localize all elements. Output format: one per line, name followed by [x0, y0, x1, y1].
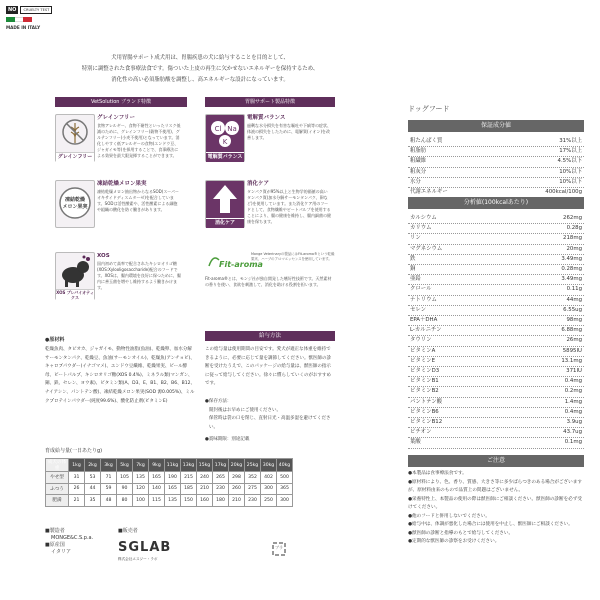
feed-table-weight: 20kg [229, 459, 245, 472]
svg-text:メロン果実: メロン果実 [62, 204, 88, 210]
feed-table-row-label: やせ型 [46, 472, 69, 484]
analysis-key: 亜鉛 [410, 276, 421, 283]
feed-table-cell: 100 [133, 495, 149, 507]
ingredients-title: ●原材料 [45, 337, 65, 343]
feed-table-cell: 230 [245, 495, 261, 507]
analysis-value: 218mg [563, 235, 582, 242]
svg-text:Na: Na [227, 125, 237, 133]
nutrition-value: 4.5%以下 [557, 158, 582, 165]
fit-aroma-note: Monge Veterinaryの製品にはFit-aroma®という乾燥果実、ハーブのアロマエッセンスを使用しています。 [251, 252, 335, 261]
feed-table-cell: 210 [229, 495, 245, 507]
seller-label: ■販売者 [118, 528, 138, 534]
seller-info: 株式会社エスジー・ラボ [118, 557, 158, 561]
analysis-value: 1.4mg [564, 398, 582, 405]
feed-table-weight: 17kg [213, 459, 229, 472]
analysis-key: パントテン酸 [410, 398, 443, 405]
analysis-value: 0.4mg [564, 378, 582, 385]
analysis-list [408, 213, 584, 453]
feed-table-cell: 140 [149, 483, 165, 495]
caution-item: ●定期的な獣医師の診察をお受けください。 [408, 539, 500, 544]
feed-table-weight: 1kg [69, 459, 85, 472]
analysis-value: 0.2mg [564, 388, 582, 395]
analysis-key: カルシウム [410, 215, 437, 221]
feed-table-cell: 180 [213, 495, 229, 507]
analysis-row [408, 437, 584, 448]
analysis-value: 371IU [566, 368, 582, 374]
fit-aroma-icon [205, 252, 263, 272]
feed-table-cell: 275 [245, 483, 261, 495]
svg-text:Fit-aroma: Fit-aroma [219, 260, 263, 269]
feed-table-cell: 31 [69, 472, 85, 484]
feed-table-cell: 115 [149, 495, 165, 507]
analysis-value: 3.9ug [566, 419, 582, 425]
analysis-key: ビタミンB2 [410, 388, 439, 395]
food-type-label: ドッグフード [408, 105, 450, 113]
analysis-key: L-カルニチン [410, 327, 442, 334]
svg-text:K: K [222, 138, 228, 146]
feed-table-weight: 25kg [245, 459, 261, 472]
feed-table-cell: 120 [133, 483, 149, 495]
intro-line-1: 犬用胃腸サポート成犬用は、胃腸疾患の犬に給与することを目的として、 [111, 55, 289, 61]
intro-line-3: 消化性の高い必須脂肪酸を調整し、高エネルギーな設計になっています。 [111, 77, 289, 83]
feed-table-cell: 44 [85, 483, 101, 495]
feature-fit-aroma [205, 252, 335, 310]
nutrition-key: 代謝エネルギー [410, 189, 448, 195]
feed-table-cell: 150 [181, 495, 197, 507]
feed-table-title: 育成給与量(一日あたりg) [45, 448, 103, 454]
nutrition-key: 粗繊維 [410, 158, 427, 165]
xos-title: XOS [97, 253, 110, 259]
feed-table-cell: 35 [85, 495, 101, 507]
manufacturer-label: ■製造者 [45, 528, 65, 534]
feed-table-cell: 160 [197, 495, 213, 507]
intro-text [30, 53, 370, 86]
analysis-key: マグネシウム [410, 245, 443, 252]
fit-aroma-logo [205, 252, 263, 272]
digestion-care-label: 消化ケア [206, 218, 244, 228]
nutrition-value: 31%以上 [559, 138, 582, 144]
caution-item: ●本製品は食事療法食です。 [408, 471, 467, 476]
nutrition-value: 17%以上 [559, 148, 582, 155]
feed-table-cell: 298 [229, 472, 245, 484]
analysis-key: 銅 [410, 266, 416, 272]
feed-table-cell: 48 [101, 495, 117, 507]
feed-table-cell: 59 [101, 483, 117, 495]
feed-table-cell: 90 [117, 483, 133, 495]
dried-melon-icon [56, 181, 94, 227]
analysis-value: 20mg [566, 245, 582, 252]
intro-line-2: 特別に調整された食事療法食です。傷ついた上皮の再生に欠かせないエネルギーを保持するため、 [81, 66, 319, 72]
feed-table-cell: 250 [261, 495, 277, 507]
ingredients-text: 乾燥魚肉、タピオカ、ジャガイモ、動物性油脂(魚油)、乾燥卵、加水分解サーモンタンパク、乾燥豆、魚油(サーモンオイル)、乾燥魚(アンチョビ)、キャロブパウダー(イナゴマメ)、エンドウ豆繊維、乾燥果実、ビール酵母、ビートパルプ、キシロオリゴ糖(XOS 0.4%)、ミネラル類(マンガン、銅、鉄、セレン、ヨウ素)、ビタミン類(A、D3、E、B1、B2、B6、B12、ナイアシン、パントテン酸)、凍結乾燥メロン果実(SOD 源0.005%)、ミルクプロテインパウダー(純度99.6%)、酸化防止剤(ビタミンE) [45, 347, 195, 404]
xos-icon-box [55, 252, 95, 300]
feed-table-cell: 165 [149, 472, 165, 484]
feeding-table [45, 458, 293, 507]
analysis-key: ビタミンE [410, 357, 435, 364]
analysis-key: リン [410, 235, 421, 242]
feed-table-weight: 15kg [197, 459, 213, 472]
feature-grain-free [55, 114, 181, 172]
feed-table-cell: 135 [165, 495, 181, 507]
nutrition-value: 10%以下 [559, 168, 582, 175]
feed-table-cell: 71 [101, 472, 117, 484]
feed-table-weight: 7kg [133, 459, 149, 472]
feed-table-row-label: ふつう [46, 483, 69, 495]
feature-xos [55, 252, 181, 310]
origin-label: ■原産国 [45, 542, 65, 548]
feed-table-cell: 300 [277, 495, 293, 507]
caution-list [408, 470, 584, 547]
feed-table-weight: 2kg [85, 459, 101, 472]
dried-melon-title: 凍結乾燥メロン果実 [97, 181, 147, 187]
dried-melon-body: 凍結乾燥メロン抽出物からなるSOD(スーパーオキサイドディスムターゼ)を配合しています。SODは活性酸素や、活性酸素による細胞や組織の酸化を防ぐ働きがあります。 [97, 189, 179, 212]
analysis-key: ビタミンB6 [410, 408, 439, 415]
storage-line-2: 保管時は袋の口を閉じ、直射日光・高温多湿を避けてください。 [209, 416, 331, 430]
caution-item: ●原材料により、色、香り、質感、大きさ等に多少ばらつきのある場合がございますが、原材料由来のもので品質上の問題はございません。 [408, 479, 582, 493]
feed-table-cell: 185 [181, 483, 197, 495]
analysis-value: 3.49mg [561, 255, 582, 262]
storage-title: ●保存方法： [205, 399, 232, 404]
best-before-note: ●賞味期限：別途記載 [205, 437, 250, 443]
table-row [46, 483, 293, 495]
feed-table-cell: 80 [117, 495, 133, 507]
feed-table-cell: 300 [261, 483, 277, 495]
feed-table-weight: 9kg [149, 459, 165, 472]
cruelty-test-label: CRUELTY TEST [20, 6, 52, 14]
feed-table-weight: 40kg [277, 459, 293, 472]
seller-logo: SGLAB [118, 540, 172, 555]
analysis-value: 6.88mg [561, 327, 582, 334]
feed-table-weight: 3kg [101, 459, 117, 472]
feed-table-weight: 30kg [261, 459, 277, 472]
analysis-key: セレン [410, 306, 427, 313]
guaranteed-analysis-header: 保証成分値 [408, 120, 584, 132]
feed-table-cell: 215 [181, 472, 197, 484]
nutrition-key: 水分 [410, 178, 421, 185]
feeding-method-text: この給与量は使用期間の目安です。愛犬が適正な体重を維持できるように、必要に応じて量を調節してください。獣医師の診断を受けたうえで、このパッケージの給与量は、獣医師の指示に従って給与してください。徐々に慣らしていくのがおすすめです。 [205, 347, 332, 387]
analysis-key: カリウム [410, 225, 432, 232]
analysis-value: 0.1mg [564, 439, 582, 446]
feed-table-cell: 500 [277, 472, 293, 484]
feed-table-cell: 365 [277, 483, 293, 495]
caution-item: ●栄養特性上、本製品の使用の際は獣医師にご相談ください。獣医師の診断を必ず受けてください。 [408, 496, 582, 510]
grain-free-icon-box [55, 114, 95, 162]
grain-free-title: グレインフリー [97, 115, 136, 121]
electrolyte-icon-box [205, 114, 245, 162]
analysis-value: 26mg [566, 337, 582, 344]
dried-melon-icon-box [55, 180, 95, 228]
analysis-key: ビタミンD3 [410, 368, 440, 374]
analysis-key: クロール [410, 286, 432, 293]
analysis-value: 44mg [566, 296, 582, 303]
origin-country: イタリア [51, 549, 72, 555]
feed-table-cell: 230 [213, 483, 229, 495]
xos-body: 国内初めて高率で配合されたキシロオリゴ糖(XOS:Xylooligosaccharide)配合のフードです。XOSは、腸内環境を良好に保つために、腸内に善玉菌を増やし維持するよう働きかけます。 [97, 261, 181, 290]
feed-table-weight: 11kg [165, 459, 181, 472]
analysis-value: 0.28mg [561, 266, 582, 272]
product-feature-header: 胃腸サポート製品特徴 [205, 97, 335, 107]
analysis-key: 鉄 [410, 255, 416, 262]
feed-table-weight: 5kg [117, 459, 133, 472]
analysis-value: 98mg [566, 317, 582, 323]
recycle-mark-icon [270, 540, 288, 558]
feed-table-cell: 135 [133, 472, 149, 484]
feeding-method-header: 給与方法 [205, 331, 335, 341]
electrolyte-icon [206, 115, 244, 151]
analysis-header: 分析値(100kcalあたり) [408, 197, 584, 209]
grain-free-label: グレインフリー [57, 154, 93, 160]
feature-electrolyte [205, 114, 331, 172]
analysis-key: EPA＋DHA [410, 317, 438, 323]
grain-free-body: 食物アレルギー、食物不耐性といったリスク低減のために、グレインフリー(穀物不使用)、グルテンフリー(小麦不使用)となっています。消化しやすく低アレルギーの食物(エンドウ豆、ジャガイモ等)を採用することで、食事療法による効果を最大限発揮することができます。 [97, 123, 181, 158]
fit-aroma-body: Fit-aroma®とは、モンジ社が独自開発した嗜好性技術です。天然素材の香りを使い、食欲を刺激して、消化を助ける役割を担います。 [205, 276, 332, 287]
caution-item: ●他のフードと併用しないでください。 [408, 513, 490, 519]
analysis-value: 6.55ug [563, 306, 582, 313]
analysis-value: 0.4mg [564, 408, 582, 415]
feed-table-cell: 53 [85, 472, 101, 484]
digestion-care-icon-box [205, 180, 245, 228]
analysis-key: ビタミンB12 [410, 419, 443, 425]
feed-table-header-label: 成犬の体重 [46, 459, 69, 472]
analysis-value: 43.7ug [563, 429, 582, 436]
storage-line-1: 開封後はお早めにご使用ください。 [209, 407, 281, 413]
feed-table-cell: 210 [197, 483, 213, 495]
feed-table-cell: 105 [117, 472, 133, 484]
electrolyte-title: 電解質バランス [247, 115, 286, 121]
analysis-value: 3.49mg [561, 276, 582, 283]
no-label: NO [8, 7, 17, 13]
manufacturer-block [45, 528, 93, 556]
feed-table-row-label: 肥満 [46, 495, 69, 507]
analysis-key: ビタミンB1 [410, 378, 439, 385]
xos-dog-icon [56, 253, 94, 289]
caution-item: ●給与中は、体調が悪化した場合には使用を中止し、獣医師にご相談ください。 [408, 522, 573, 527]
feed-table-cell: 26 [69, 483, 85, 495]
italy-flag-icon [6, 17, 32, 22]
analysis-key: タウリン [410, 337, 432, 344]
xos-label: XOS プレバイオティクス [56, 290, 94, 300]
analysis-value: 262mg [563, 215, 582, 221]
nutrition-key: 粗たんぱく質 [410, 138, 443, 144]
table-row [46, 495, 293, 507]
feed-table-weight: 13kg [181, 459, 197, 472]
cruelty-test-badge [6, 6, 62, 14]
feed-table-cell: 240 [197, 472, 213, 484]
feed-table-cell: 265 [213, 472, 229, 484]
nutrition-value: 400kcal/100g [545, 189, 582, 195]
caution-header: ご注意 [408, 455, 584, 467]
analysis-value: 0.11g [566, 286, 582, 293]
svg-text:凍結乾燥: 凍結乾燥 [64, 197, 86, 203]
feed-table-cell: 21 [69, 495, 85, 507]
digestion-care-title: 消化ケア [247, 181, 270, 187]
digestion-care-body: タンパク質が95%以上と生物学的価値の高いタンパク質(加水分解サーモンタンパク、卵など)を使用しています。また消化ケア用のフードとして、食物繊維やビートパルプを使用することにより、腸の健康を維持し、腸内細菌の健康を保ちます。 [247, 189, 331, 224]
svg-text:Cl: Cl [214, 125, 222, 133]
analysis-key: ビタミンA [410, 347, 436, 354]
feed-table-cell: 402 [261, 472, 277, 484]
feed-table-cell: 190 [165, 472, 181, 484]
manufacturer-name: MONGE&C.S.p.a. [51, 535, 94, 541]
nutrition-value: 10%以下 [559, 178, 582, 185]
caution-item: ●獣医師の診断と指導のもとで給与してください。 [408, 530, 514, 536]
electrolyte-body: 過剰な水分損失を有害な嘔吐や下痢等の症状、体液の損失をしたために、電解質(イオン)を改善します。 [247, 123, 331, 140]
brand-feature-header: VetSolution ブランド特徴 [55, 97, 187, 107]
feed-table-cell: 352 [245, 472, 261, 484]
electrolyte-label: 電解質バランス [207, 154, 243, 160]
feature-dried-melon [55, 180, 181, 238]
analysis-key: ビチオン [410, 429, 432, 436]
analysis-value: 13.1mg [561, 357, 582, 364]
table-row [46, 472, 293, 484]
recycle-mark-label: プラ [275, 545, 283, 550]
analysis-value: 5895IU [562, 347, 582, 354]
grain-free-icon [56, 115, 94, 153]
feed-table-cell: 165 [165, 483, 181, 495]
feature-digestion-care [205, 180, 331, 238]
digestion-care-icon [206, 181, 244, 217]
analysis-value: 0.28g [566, 225, 582, 232]
nutrition-key: 粗脂肪 [410, 148, 427, 155]
nutrition-key: 粗灰分 [410, 168, 427, 175]
analysis-key: ナトリウム [410, 296, 437, 303]
guaranteed-analysis-list [408, 136, 584, 200]
analysis-key: 葉酸 [410, 439, 421, 446]
made-in-italy-label: MADE IN ITALY [6, 25, 41, 30]
storage-block [205, 398, 335, 445]
feed-table-cell: 260 [229, 483, 245, 495]
